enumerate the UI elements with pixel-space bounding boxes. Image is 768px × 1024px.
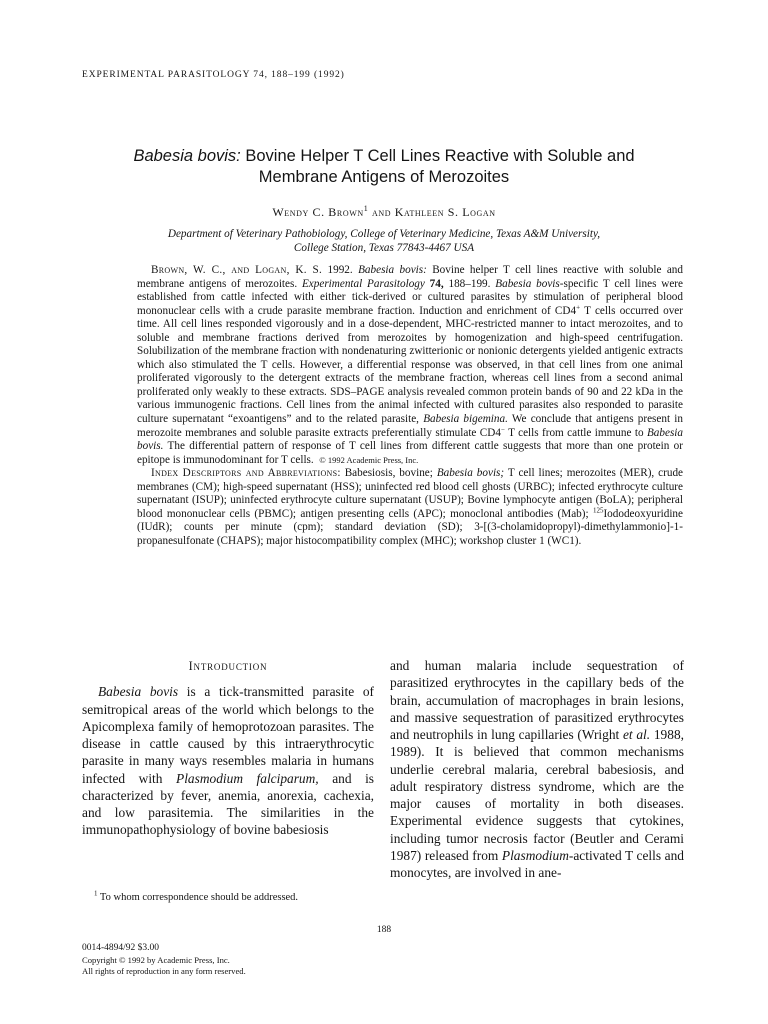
abstract-copyright: © 1992 Academic Press, Inc.: [319, 454, 419, 465]
intro-species: Babesia bovis: [98, 684, 179, 700]
abstract-text-1: -specific T cell lines were established from cattle infected with either tick-derived or cultured parasites by stimulation of peripheral blood mononuclear cells with a crude parasite membrane fraction. Induction and enrichment of CD4: [137, 277, 683, 317]
superscript-minus: −: [500, 424, 505, 433]
intro-text-1: is a tick-transmitted parasite of semitropical areas of the world which belongs to the Apicomplexa family of hemoprotozoan parasites. The disease in cattle caused by this intraerythrocytic parasite in many ways resembles malaria in humans infected with: [82, 684, 374, 786]
citation-species: Babesia bovis:: [358, 264, 427, 276]
author-1: Wendy C. Brown: [272, 205, 364, 219]
abstract-text-3: We conclude that antigens present in merozoite membranes and soluble parasite extracts preferentially stimulate CD4: [137, 413, 683, 439]
author-2: Kathleen S. Logan: [394, 205, 496, 219]
citation-title: Bovine helper T cell lines reactive with soluble and membrane antigens of merozoites.: [137, 264, 683, 290]
right-plasmodium: Plasmodium: [501, 847, 569, 863]
journal-running-head: EXPERIMENTAL PARASITOLOGY 74, 188–199 (1992): [82, 70, 345, 80]
abstract-text-4: T cells from cattle immune to: [504, 426, 647, 439]
title-line2: Membrane Antigens of Merozoites: [258, 168, 510, 186]
author-list: [60, 205, 708, 220]
abstract-species: Babesia bovis: [495, 277, 560, 290]
abstract-text-5: The differential pattern of response of T cell lines from different cattle suggests that more than one protein or epitope is immunodominant for T cells.: [137, 440, 683, 466]
citation-pages: 188–199.: [443, 277, 496, 290]
abstract-text-2: T cells occurred over time. All cell lines responded vigorously and in a dose-dependent, MHC-restricted manner to intact merozoites, and to soluble and membrane fractions derived from merozoites by homogenization and high-speed centrifugation. Solubilization of the membrane fraction with nondenaturing zwitterionic or nonionic detergents yielded antigenic extracts which also stimulated the T cells. However, a differential response was observed, in that cell lines from one animal proliferated vigorously to the detergent extracts of the membrane fraction, whereas cell lines from a second animal proliferated only weakly to these extracts. SDS–PAGE analysis revealed common protein bands of 90 and 22 kDa in the various immunogenic fractions. Cell lines from the animal infected with cultured parasites also responded to parasite culture supernatant “exoantigens” and to the related parasite,: [137, 304, 683, 426]
abstract-species-2: Babesia bigemina.: [423, 413, 508, 426]
affiliation-line2: College Station, Texas 77843-4467 USA: [293, 242, 475, 254]
article-title: [60, 146, 708, 188]
citation-year: 1992.: [322, 264, 359, 276]
author-1-footnote-mark: 1: [363, 204, 369, 213]
right-text-2: 1988, 1989). It is believed that common mechanisms underlie cerebral malaria, cerebral babesiosis, and adult respiratory distress syndrome, which are the major causes of mortality in both diseases. Experimental evidence suggests that cytokines, including tumor necrosis factor (Beutler and Cerami 1987) released from: [390, 727, 684, 863]
footnote: [82, 891, 374, 904]
right-column-paragraph: [390, 657, 684, 881]
abstract-paragraph: [137, 264, 683, 467]
right-column: [390, 657, 684, 881]
abstract-species-3: Babesia bovis.: [137, 426, 683, 453]
abstract: [137, 264, 683, 548]
footnote-text: To whom correspondence should be addressed.: [97, 892, 299, 903]
copyright-line1: Copyright © 1992 by Academic Press, Inc.: [82, 955, 230, 965]
copyright-line2: All rights of reproduction in any form reserved.: [82, 966, 246, 976]
isotope-mark: 125: [592, 506, 604, 515]
right-text-3: -activated T cells and monocytes, are involved in ane-: [390, 847, 684, 880]
index-descriptors: [137, 467, 683, 548]
citation-journal: Experimental Parasitology: [301, 277, 425, 290]
index-text-3: Iododeoxyuridine (IUdR); counts per minute (cpm); standard deviation (SD); 3-[(3-cholamidopropyl)-dimethylammonio]-1-propanesulfonate (CHAPS); major histocompatibility complex (MHC); workshop cluster 1 (WC1).: [137, 507, 683, 547]
citation-volume: 74,: [424, 277, 444, 290]
citation-authors: Brown, W. C., and Logan, K. S.: [151, 264, 323, 276]
copyright-block: [82, 943, 246, 977]
right-etal: et al.: [622, 727, 651, 742]
footnote-mark: 1: [94, 889, 98, 898]
introduction-paragraph: [82, 683, 374, 838]
title-line1: Bovine Helper T Cell Lines Reactive with Soluble and: [240, 147, 635, 165]
page-number: 188: [376, 925, 392, 935]
affiliation-line1: Department of Veterinary Pathobiology, College of Veterinary Medicine, Texas A&M University,: [167, 228, 601, 240]
right-text-1: and human malaria include sequestration of parasitized erythrocytes in the capillary beds of the brain, accumulation of macrophages in brain lesions, and massive sequestration of parasitized erythrocytes and neutrophils in lung capillaries (Wright: [390, 658, 684, 742]
author-conjunction: and: [368, 205, 395, 219]
index-text-1: Babesiosis, bovine;: [340, 467, 437, 480]
introduction-heading: Introduction: [188, 659, 268, 673]
index-text-2: T cell lines; merozoites (MER), crude membranes (CM); high-speed supernatant (HSS); uninfected red blood cell ghosts (URBC); infected erythrocyte culture supernatant (ISUP); uninfected erythrocyte culture supernatant (USUP); Bovine lymphocyte antigen (BoLA); peripheral blood mononuclear cells (PBMC); antigen presenting cells (APC); monoclonal antibodies (Mab);: [137, 467, 684, 520]
title-species: Babesia bovis:: [133, 147, 241, 165]
left-column: [82, 658, 374, 839]
index-label: Index Descriptors and Abbreviations:: [151, 467, 341, 480]
superscript-plus: +: [576, 302, 581, 311]
intro-plasmodium: Plasmodium falciparum,: [176, 770, 319, 786]
intro-text-2: and is characterized by fever, anemia, anorexia, cachexia, and low parasitemia. The similarities in the immunopathophysiology of bovine babesiosis: [82, 770, 375, 838]
copyright-price: 0014-4894/92 $3.00: [82, 943, 160, 953]
affiliation: [100, 227, 668, 255]
index-species: Babesia bovis;: [436, 467, 505, 480]
